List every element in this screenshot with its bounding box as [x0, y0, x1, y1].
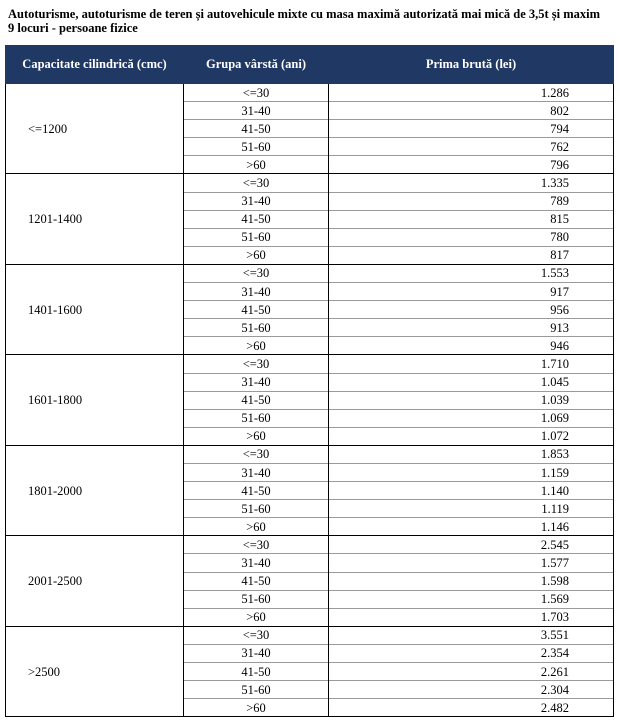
gross-premium-cell: 1.069 [329, 409, 614, 427]
gross-premium-cell: 1.286 [329, 84, 614, 102]
gross-premium-cell: 1.159 [329, 463, 614, 481]
age-group-cell: 41-50 [184, 210, 329, 228]
age-group-cell: 51-60 [184, 228, 329, 246]
age-group-cell: 51-60 [184, 138, 329, 156]
age-group-cell: >60 [184, 518, 329, 536]
age-group-cell: <=30 [184, 445, 329, 463]
gross-premium-cell: 1.553 [329, 264, 614, 282]
table-body [6, 84, 614, 717]
premium-table [5, 45, 614, 717]
age-group-cell: >60 [184, 608, 329, 626]
gross-premium-cell: 1.119 [329, 500, 614, 518]
age-group-cell: >60 [184, 246, 329, 264]
gross-premium-cell: 1.045 [329, 373, 614, 391]
column-header-capacity: Capacitate cilindrică (cmc) [6, 46, 184, 84]
capacity-cell: 1401-1600 [6, 264, 184, 354]
gross-premium-cell: 817 [329, 246, 614, 264]
age-group-cell: <=30 [184, 536, 329, 554]
gross-premium-cell: 2.545 [329, 536, 614, 554]
age-group-cell: >60 [184, 699, 329, 717]
age-group-cell: 41-50 [184, 391, 329, 409]
age-group-cell: <=30 [184, 264, 329, 282]
gross-premium-cell: 913 [329, 319, 614, 337]
table-row [6, 536, 614, 554]
gross-premium-cell: 1.853 [329, 445, 614, 463]
gross-premium-cell: 796 [329, 156, 614, 174]
gross-premium-cell: 2.354 [329, 644, 614, 662]
age-group-cell: <=30 [184, 174, 329, 192]
capacity-cell: 1201-1400 [6, 174, 184, 264]
gross-premium-cell: 762 [329, 138, 614, 156]
age-group-cell: 41-50 [184, 572, 329, 590]
gross-premium-cell: 780 [329, 228, 614, 246]
gross-premium-cell: 3.551 [329, 626, 614, 644]
gross-premium-cell: 1.072 [329, 427, 614, 445]
document-title: Autoturisme, autoturisme de teren și autovehicule mixte cu masa maximă autorizată mai mică de 3,5t și maxim 9 locuri - persoane fizice [8, 7, 601, 35]
gross-premium-cell: 1.039 [329, 391, 614, 409]
age-group-cell: 51-60 [184, 590, 329, 608]
capacity-cell: 2001-2500 [6, 536, 184, 626]
age-group-cell: >60 [184, 427, 329, 445]
gross-premium-cell: 815 [329, 210, 614, 228]
table-row [6, 445, 614, 463]
table-row [6, 174, 614, 192]
gross-premium-cell: 946 [329, 337, 614, 355]
capacity-cell: 1601-1800 [6, 355, 184, 445]
capacity-cell: 1801-2000 [6, 445, 184, 535]
gross-premium-cell: 1.703 [329, 608, 614, 626]
age-group-cell: 41-50 [184, 120, 329, 138]
gross-premium-cell: 1.335 [329, 174, 614, 192]
age-group-cell: 51-60 [184, 681, 329, 699]
age-group-cell: >60 [184, 156, 329, 174]
gross-premium-cell: 1.146 [329, 518, 614, 536]
gross-premium-cell: 917 [329, 283, 614, 301]
age-group-cell: 31-40 [184, 554, 329, 572]
gross-premium-cell: 1.577 [329, 554, 614, 572]
gross-premium-cell: 956 [329, 301, 614, 319]
gross-premium-cell: 1.569 [329, 590, 614, 608]
age-group-cell: 31-40 [184, 373, 329, 391]
gross-premium-cell: 1.140 [329, 482, 614, 500]
age-group-cell: 31-40 [184, 192, 329, 210]
capacity-cell: >2500 [6, 626, 184, 716]
column-header-gross-premium: Prima brută (lei) [329, 46, 614, 84]
gross-premium-cell: 1.598 [329, 572, 614, 590]
age-group-cell: <=30 [184, 626, 329, 644]
age-group-cell: 31-40 [184, 283, 329, 301]
age-group-cell: 31-40 [184, 463, 329, 481]
age-group-cell: 51-60 [184, 500, 329, 518]
table-row [6, 355, 614, 373]
age-group-cell: 51-60 [184, 409, 329, 427]
column-header-age-group: Grupa vârstă (ani) [184, 46, 329, 84]
age-group-cell: 31-40 [184, 102, 329, 120]
age-group-cell: 41-50 [184, 301, 329, 319]
table-row [6, 84, 614, 102]
table-header-row [6, 46, 614, 84]
age-group-cell: 41-50 [184, 482, 329, 500]
table-row [6, 626, 614, 644]
age-group-cell: >60 [184, 337, 329, 355]
gross-premium-cell: 2.304 [329, 681, 614, 699]
gross-premium-cell: 2.482 [329, 699, 614, 717]
gross-premium-cell: 1.710 [329, 355, 614, 373]
gross-premium-cell: 2.261 [329, 663, 614, 681]
age-group-cell: 51-60 [184, 319, 329, 337]
age-group-cell: <=30 [184, 355, 329, 373]
age-group-cell: 41-50 [184, 663, 329, 681]
gross-premium-cell: 802 [329, 102, 614, 120]
age-group-cell: 31-40 [184, 644, 329, 662]
age-group-cell: <=30 [184, 84, 329, 102]
gross-premium-cell: 789 [329, 192, 614, 210]
table-row [6, 264, 614, 282]
capacity-cell: <=1200 [6, 84, 184, 174]
gross-premium-cell: 794 [329, 120, 614, 138]
